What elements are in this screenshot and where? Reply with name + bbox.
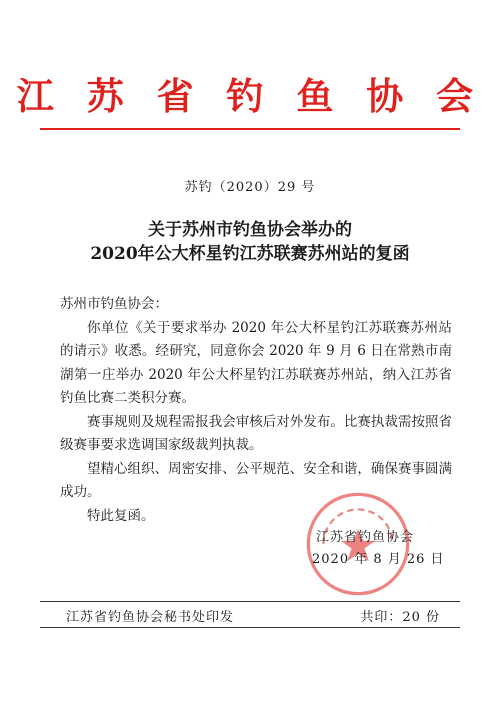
document-number: 苏钓（2020）29 号: [184, 180, 316, 195]
salutation: 苏州市钓鱼协会：: [60, 296, 168, 312]
letterhead-rule: [40, 128, 460, 130]
footer-copies: 共印：20 份: [360, 610, 440, 625]
signature-date: 2020 年 8 月 26 日: [312, 552, 445, 567]
signature-organization: 江苏省钓鱼协会: [316, 530, 415, 545]
document-title: [0, 218, 500, 266]
body-paragraph: 赛事规则及规程需报我会审核后对外发布。比赛执裁需按照省级赛事要求选调国家级裁判执裁。: [60, 413, 452, 453]
footer-rule-top: [40, 601, 460, 602]
body-paragraph: 望精心组织、周密安排、公平规范、安全和谐，确保赛事圆满成功。: [60, 460, 452, 500]
footer-rule-bottom: [40, 627, 460, 628]
body-paragraph: 特此复函。: [87, 507, 155, 524]
document-title-line-2: 2020年公大杯星钓江苏联赛苏州站的复函: [90, 244, 410, 264]
signature-block: [304, 512, 454, 662]
footer-issuer: 江苏省钓鱼协会秘书处印发: [66, 610, 235, 625]
letterhead-title: 江 苏 省 钓 鱼 协 会: [16, 74, 484, 118]
document-title-line-1: 关于苏州市钓鱼协会举办的: [148, 220, 352, 240]
body-paragraph: 你单位《关于要求举办 2020 年公大杯星钓江苏联赛苏州站的请示》收悉。经研究，同意你会 2020 年 9 月 6 日在常熟市南湖第一庄举办 2020 年公大杯星钓江苏联赛苏州站，纳入江苏省钓鱼比赛二类积分赛。: [60, 319, 452, 406]
